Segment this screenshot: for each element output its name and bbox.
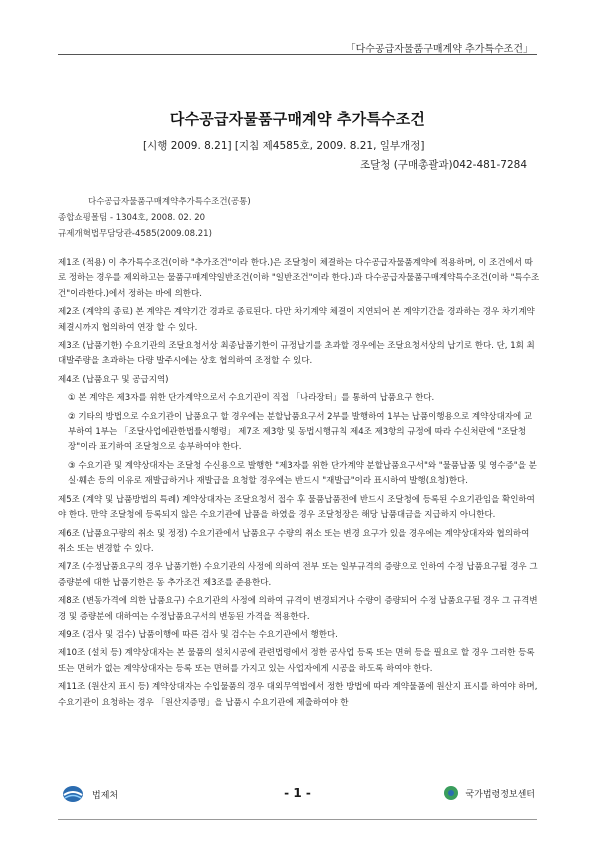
document-title: 다수공급자물품구매계약 추가특수조건 [169,110,426,128]
footer-right [443,785,535,801]
enforcement-info: [시행 2009. 8.21] [지침 제4585호, 2009. 8.21, 일부개정] [143,140,425,152]
article-11: 제11조 (원산지 표시 등) 계약상대자는 수입물품의 경우 대외무역법에서 정한 방법에 따라 계약물품에 원산지 표시를 하여야 하며, 수요기관이 요청하는 경우 「원산지증명」을 납품시 수요기관에 제출하여야 한 [58,682,538,708]
article-1: 제1조 (적용) 이 추가특수조건(이하 "추가조건"이라 한다.)은 조달청이 체결하는 다수공급자물품계약에 적용하며, 이 조건에서 따로 정하는 경우를 제외하고는 물품구매계약일반조건(이하 "일반조건"이라 한다.)과 다수공급자물품구매계약특수조건(이하 "특수조건"이라한다.)에서 정하는 바에 의한다. [58,258,540,299]
history-line: 규제개혁법무담당관-4585(2009.08.21) [58,229,212,239]
page-number: - 1 - [284,786,311,800]
article-4-clause-2: ② 기타의 방법으로 수요기관이 납품요구 할 경우에는 분할납품요구서 2부를 발행하여 1부는 납품이행용으로 계약상대자에 교부하여 1부는 「조달사업에관한법률시행령」 제7조 제3항 및 동법시행규칙 제4조 제3항의 규정에 따라 수신처란에 "조달청장"이라 표기하여 조달청으로 송부하여야 한다. [68,411,533,453]
article-8: 제8조 (변동가격에 의한 납품요구) 수요기관의 사정에 의하여 규격이 변경되거나 수량이 증량되어 수정 납품요구될 경우 그 규격변경 및 증량분에 대하여는 수정납품요구서의 변동된 가격을 적용한다. [58,596,538,622]
document-body [58,256,540,714]
article-4: 제4조 (납품요구 및 공급지역) [58,374,169,385]
article-6: 제6조 (납품요구량의 취소 및 정정) 수요기관에서 납품요구 수량의 취소 또는 변경 요구가 있을 경우에는 계약상대자와 협의하여 취소 또는 변경할 수 있다. [58,528,530,554]
article-7: 제7조 (수정납품요구의 경우 납품기한) 수요기관의 사정에 의하여 전부 또는 일부규격의 증량으로 인하여 수정 납품요구될 경우 그 증량분에 대한 납품기한은 동 추가조건 제3조를 준용한다. [58,562,538,588]
article-4-clause-3: ③ 수요기관 및 계약상대자는 조달청 수신용으로 발행한 "제3자를 위한 단가계약 분할납품요구서"와 "물품납품 및 영수증"을 분실·훼손 등의 이유로 재발급하거나 재발급을 요청할 경우에는 반드시 "재발급"이라 표시하여 발행(요청)한다. [68,460,537,487]
article-10: 제10조 (설치 등) 계약상대자는 본 물품의 설치시공에 관련법령에서 정한 공사업 등록 또는 면허 등을 필요로 할 경우 그러한 등록 또는 면허가 없는 계약상대자는 등록 또는 면허를 가지고 있는 사업자에게 시공을 하도록 하여야 한다. [58,648,535,674]
article-2: 제2조 (계약의 종료) 본 계약은 계약기간 경과로 종료된다. 다만 차기계약 체결이 지연되어 본 계약기간을 경과하는 경우 차기계약 체결시까지 협의하여 연장 할 수 있다. [58,307,535,333]
footer-right-label: 국가법령정보센터 [465,789,535,800]
revision-history [58,194,251,242]
article-3: 제3조 (납품기한) 수요기관의 조달요청서상 최종납품기한이 규정납기를 초과할 경우에는 조달요청서상의 납기로 한다. 단, 1회 최대발주량을 초과하는 다량 발주시에는 상호 협의하여 조정할 수 있다. [58,341,535,367]
history-line: 종합쇼핑몰팀 - 1304호, 2008. 02. 20 [58,213,206,223]
article-9: 제9조 (검사 및 검수) 납품이행에 따른 검사 및 검수는 수요기관에서 행한다. [58,629,338,640]
header-rule [58,54,537,55]
footer-rule [58,819,537,820]
footer-left-label: 법제처 [92,790,119,801]
article-4-clause-1: ① 본 계약은 제3자를 위한 단가계약으로서 수요기관이 직접 「나라장터」를 통하여 납품요구 한다. [68,393,435,404]
history-line: 다수공급자물품구매계약추가특수조건(공통) [88,197,251,207]
law-info-center-logo-icon [443,785,459,801]
article-5: 제5조 (계약 및 납품방법의 특례) 계약상대자는 조달요청서 접수 후 물품납품전에 반드시 조달청에 등록된 수요기관임을 확인하여야 한다. 만약 조달청에 등록되지 않은 수요기관에 납품을 하였을 경우 조달청장은 해당 납품대금을 지급하지 아니한다. [58,494,535,521]
department-contact: 조달청 (구매총괄과)042-481-7284 [359,159,527,171]
running-header: 「다수공급자물품구매계약 추가특수조건」 [345,44,533,55]
